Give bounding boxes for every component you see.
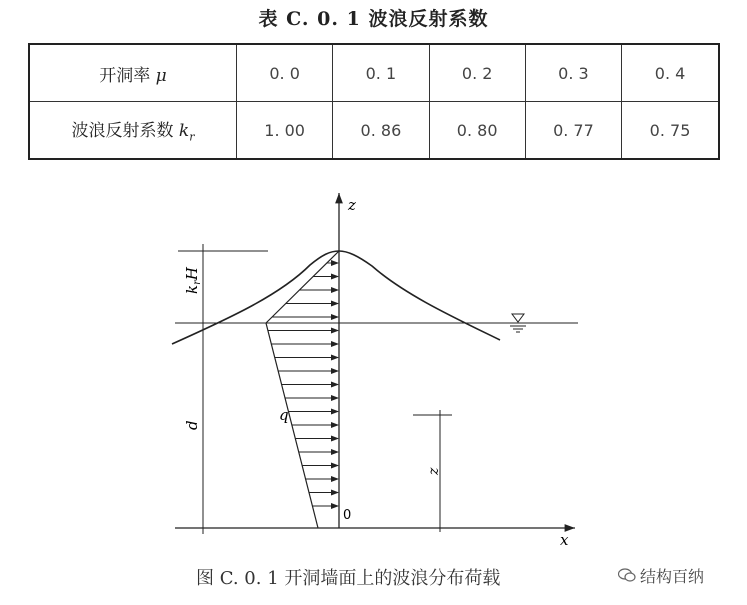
table-cell: 0. 1 xyxy=(333,44,429,102)
load-arrow-head xyxy=(331,260,339,266)
load-arrow-head xyxy=(331,287,339,293)
svg-text:krH: $k_rH$ xyxy=(183,267,203,294)
pressure-distribution-outline xyxy=(266,251,339,528)
figure-caption: 图 C. 0. 1 开洞墙面上的波浪分布荷载 xyxy=(196,568,501,589)
x-axis-label: x xyxy=(560,531,569,549)
q-label: q xyxy=(279,406,289,424)
table-cell: 0. 86 xyxy=(333,102,429,160)
load-arrow-head xyxy=(331,476,339,482)
table-title: 表 C. 0. 1 波浪反射系数 xyxy=(258,8,489,30)
table-cell: 0. 77 xyxy=(525,102,621,160)
load-arrow-head xyxy=(331,368,339,374)
load-arrow-head xyxy=(331,341,339,347)
z-axis-label: z xyxy=(348,196,356,214)
load-arrow-head xyxy=(331,382,339,388)
row-header-opening-rate: 开洞率 μ xyxy=(29,44,237,102)
depth-label xyxy=(183,420,201,430)
watermark xyxy=(618,564,704,587)
load-arrow-head xyxy=(331,314,339,320)
origin-label: 0 xyxy=(343,508,352,523)
table-cell: 0. 0 xyxy=(237,44,333,102)
load-arrow-head xyxy=(331,490,339,496)
load-arrow-head xyxy=(331,449,339,455)
load-arrow-head xyxy=(331,436,339,442)
load-arrow-head xyxy=(331,301,339,307)
load-arrow-head xyxy=(331,422,339,428)
load-arrow-head xyxy=(331,355,339,361)
table-cell: 1. 00 xyxy=(237,102,333,160)
load-arrow-head xyxy=(331,463,339,469)
svg-text:d: d xyxy=(183,420,201,430)
load-arrow-head xyxy=(331,395,339,401)
load-arrow-head xyxy=(331,503,339,509)
kh-label xyxy=(183,266,203,294)
load-arrow-head xyxy=(331,274,339,280)
row-header-reflection-coefficient: 波浪反射系数 $k_r$ xyxy=(29,102,237,160)
table-cell: 0. 80 xyxy=(429,102,525,160)
table-cell: 0. 75 xyxy=(622,102,719,160)
load-arrow-head xyxy=(331,328,339,334)
watermark-text: 结构百纳 xyxy=(640,567,705,586)
z-height-label xyxy=(426,467,442,476)
table-cell: 0. 3 xyxy=(525,44,621,102)
table-cell: 0. 2 xyxy=(429,44,525,102)
load-arrow-head xyxy=(331,409,339,415)
wechat-icon xyxy=(618,567,636,586)
table-cell: 0. 4 xyxy=(622,44,719,102)
svg-text:z: z xyxy=(426,467,442,475)
